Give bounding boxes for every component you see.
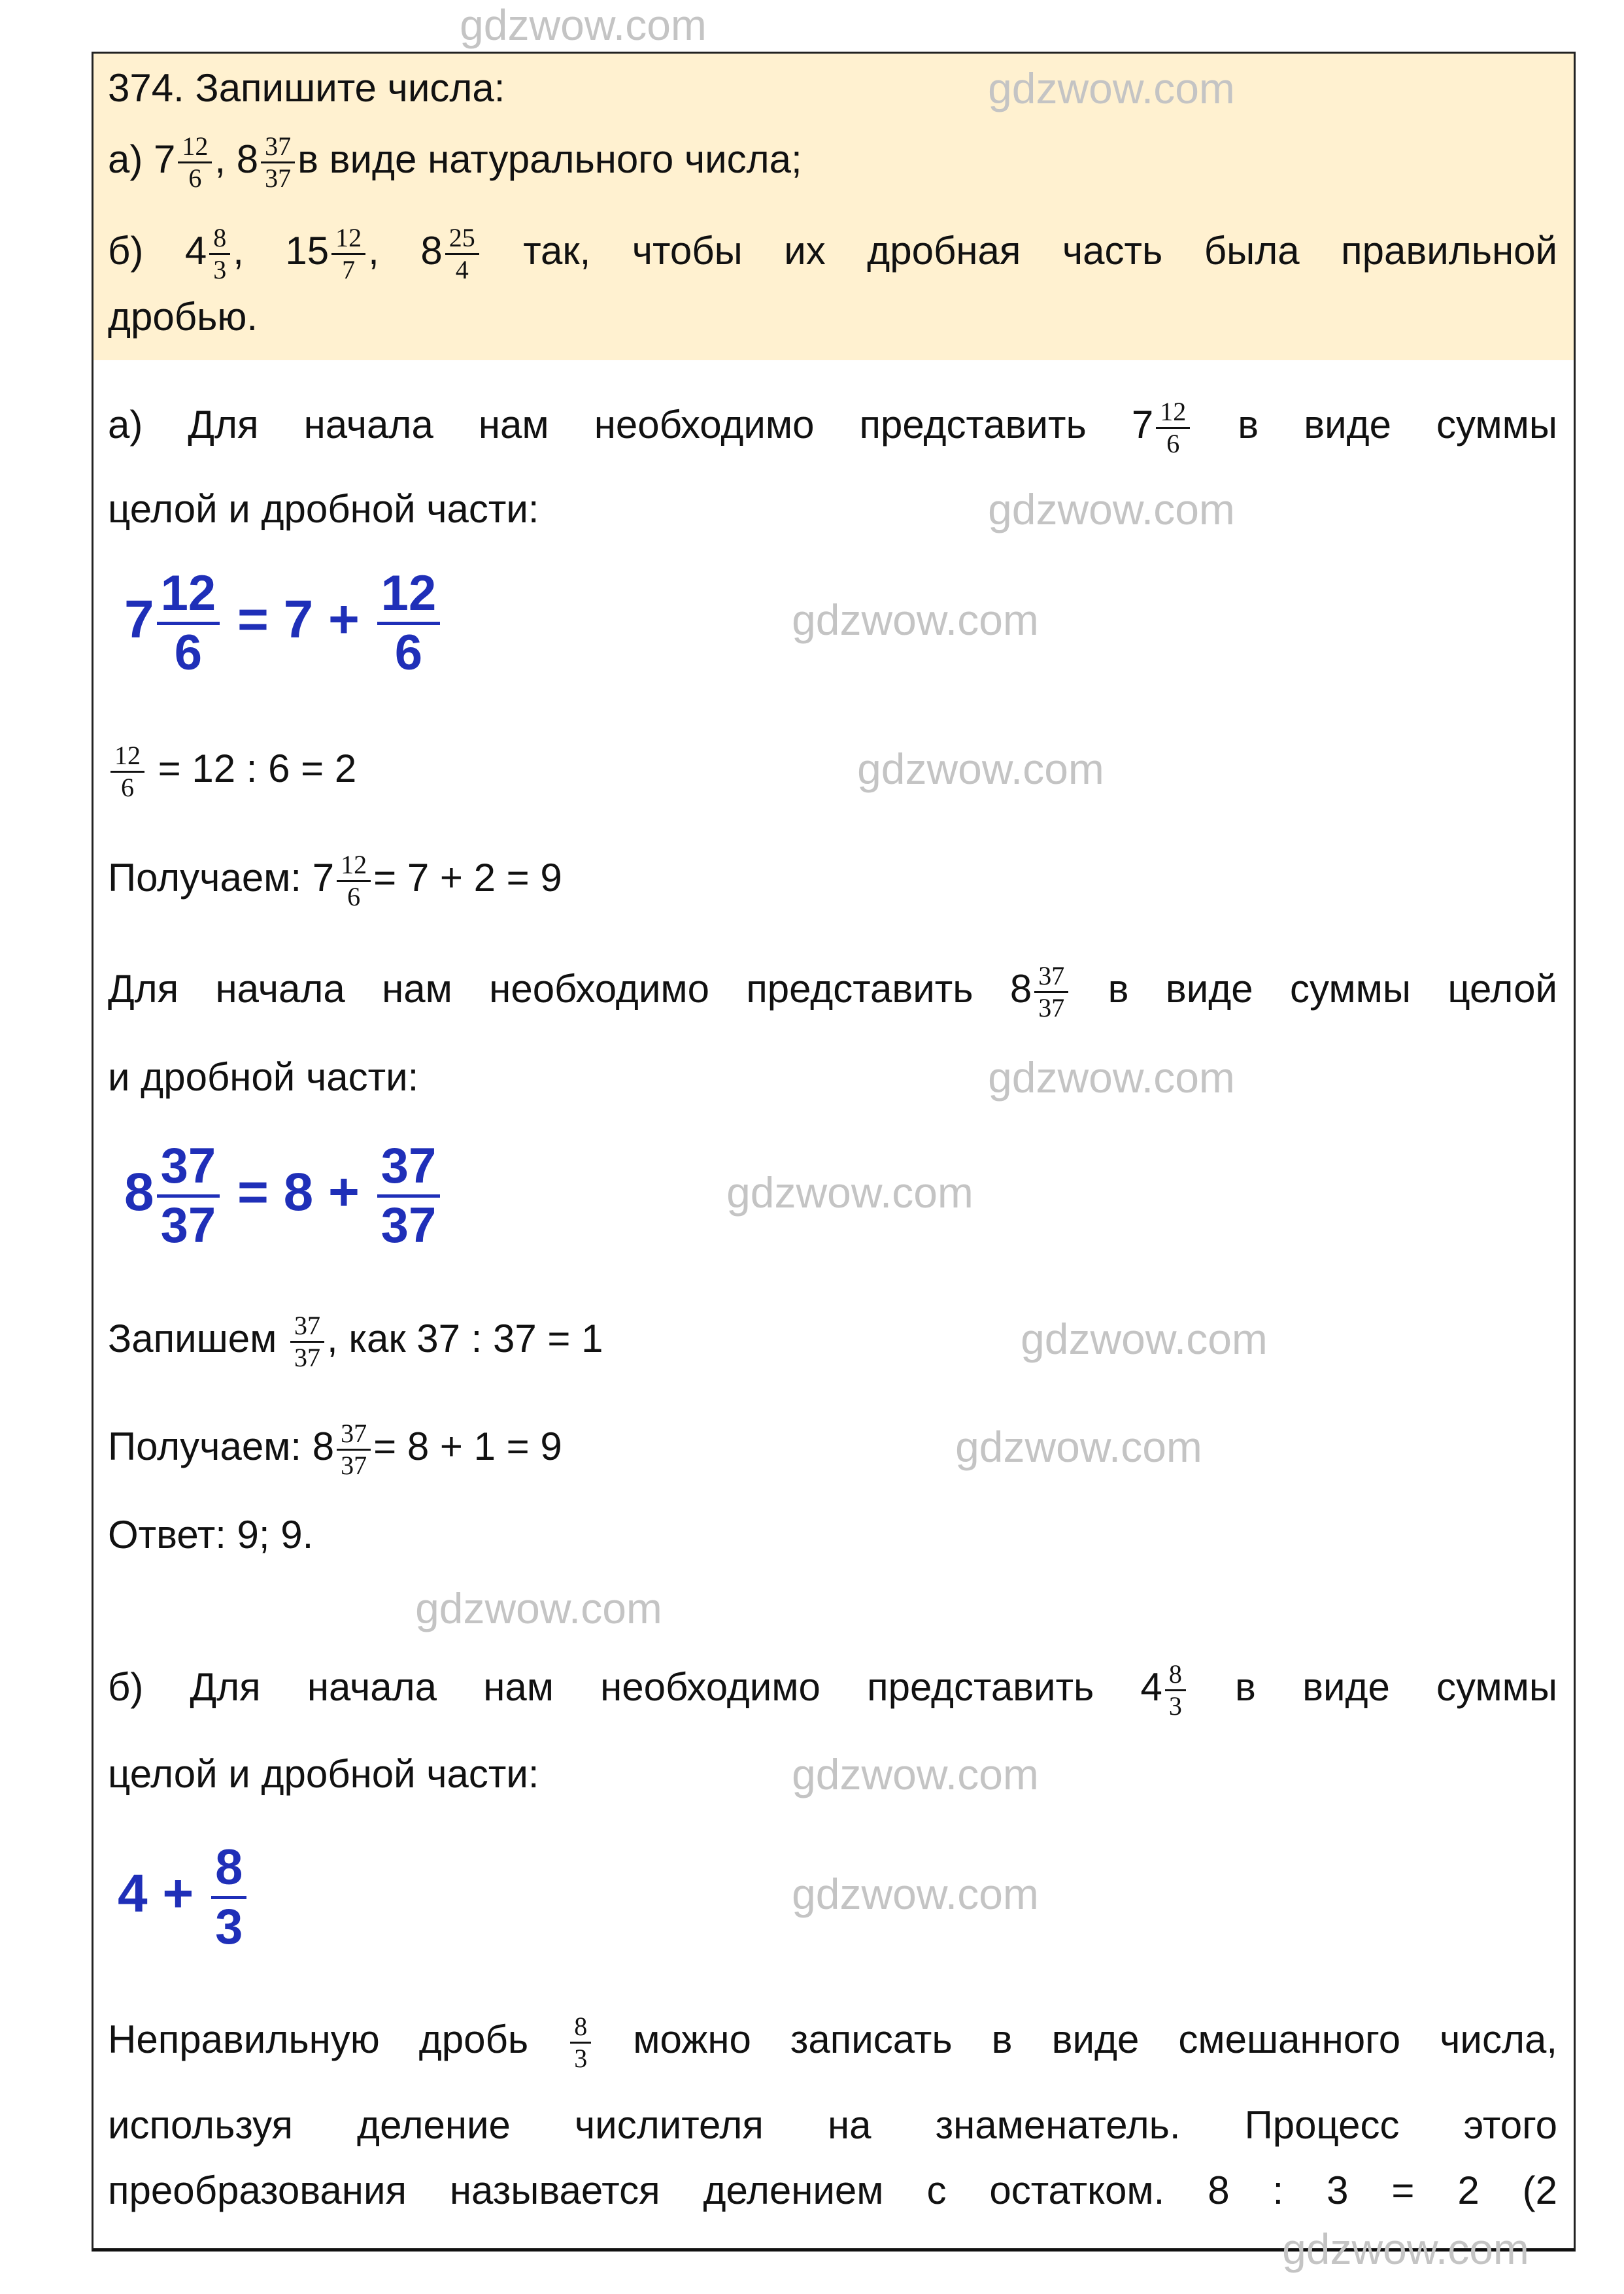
formula-image: 8 $\frac{37}{37}$ = 8 + $\frac{37}{37}$ xyxy=(124,1134,1574,1251)
denominator: 6 xyxy=(1166,428,1180,458)
denominator: 3 xyxy=(1168,1691,1182,1721)
formula-image: 4 + $\frac{8}{3}$ xyxy=(118,1835,1567,1953)
fraction xyxy=(377,565,441,681)
denominator: 6 xyxy=(174,624,203,681)
solution-line: Получаем: 8 $\frac{37}{37}$ = 8 + 1 = 9 xyxy=(108,1418,562,1480)
numerator: 37 xyxy=(1034,961,1068,993)
numerator: 8 xyxy=(211,1840,246,1899)
fraction xyxy=(211,1840,246,1955)
fraction xyxy=(570,2012,591,2074)
fraction xyxy=(1034,961,1068,1023)
solution-line: а) Для начала нам необходимо представить 7 $\frac{12}{6}$ в виде суммы xyxy=(108,396,1557,458)
numerator: 12 xyxy=(377,565,441,625)
fraction xyxy=(178,131,212,194)
denominator: 6 xyxy=(394,624,423,681)
watermark: gdzwow.com xyxy=(1282,2225,1529,2273)
watermark: gdzwow.com xyxy=(988,64,1235,112)
fraction xyxy=(157,1138,220,1254)
denominator: 37 xyxy=(381,1197,437,1253)
formula-image: 7 $\frac{12}{6}$ = 7 + $\frac{12}{6}$ xyxy=(124,561,1574,679)
denominator: 6 xyxy=(347,881,361,911)
fraction xyxy=(445,223,479,285)
denominator: 37 xyxy=(265,163,292,193)
task-part-b-cont: дробью. xyxy=(108,295,258,339)
watermark: gdzwow.com xyxy=(988,1053,1235,1102)
watermark: gdzwow.com xyxy=(857,745,1104,793)
fraction xyxy=(290,1311,324,1373)
watermark: gdzwow.com xyxy=(792,596,1039,644)
task-title: 374. Запишите числа: xyxy=(108,66,505,110)
numerator: 12 xyxy=(157,565,220,625)
solution-line: Для начала нам необходимо представить 8 $\frac{37}{37}$ в виде суммы целой xyxy=(108,960,1558,1022)
task-part-b: б) 4 $\frac{8}{3}$ , 15 $\frac{12}{7}$ , 8 $\frac{25}{4}$ так, чтобы их дробная часть была правильной xyxy=(108,222,1557,284)
fraction xyxy=(337,1419,371,1481)
solution-line: Получаем: 7 $\frac{12}{6}$ = 7 + 2 = 9 xyxy=(108,849,562,911)
numerator: 8 xyxy=(1165,1659,1186,1691)
numerator: 37 xyxy=(261,131,295,163)
fraction xyxy=(331,223,365,285)
solution-line: б) Для начала нам необходимо представить 4 $\frac{8}{3}$ в виде суммы xyxy=(108,1659,1558,1721)
denominator: 6 xyxy=(188,163,202,193)
fraction xyxy=(337,850,371,912)
watermark: gdzwow.com xyxy=(792,1870,1039,1918)
watermark: gdzwow.com xyxy=(460,1,707,49)
watermark: gdzwow.com xyxy=(726,1168,973,1217)
numerator: 37 xyxy=(337,1419,371,1451)
denominator: 3 xyxy=(574,2043,588,2073)
solution-line: Запишем $\frac{37}{37}$ , как 37 : 37 = 1 xyxy=(108,1310,603,1372)
denominator: 37 xyxy=(160,1197,216,1253)
solution-line: преобразования называется делением с остатком. 8 : 3 = 2 (2 xyxy=(108,2168,1557,2212)
numerator: 12 xyxy=(337,850,371,882)
solution-line: $\frac{12}{6}$ = 12 : 6 = 2 xyxy=(108,736,1557,801)
numerator: 37 xyxy=(157,1138,220,1198)
solution-line: используя деление числителя на знаменатель. Процесс этого xyxy=(108,2103,1557,2147)
watermark: gdzwow.com xyxy=(988,485,1235,533)
task-part-a: а) 7 $\frac{12}{6}$ , 8 $\frac{37}{37}$ в виде натурального числа; xyxy=(108,131,802,193)
numerator: 12 xyxy=(178,131,212,163)
solution-line: и дробной части: xyxy=(108,1055,419,1099)
denominator: 37 xyxy=(1038,992,1065,1022)
fraction xyxy=(1156,397,1190,459)
fraction xyxy=(261,131,295,194)
numerator: 37 xyxy=(377,1138,441,1198)
denominator: 37 xyxy=(341,1450,367,1480)
numerator: 8 xyxy=(209,223,230,255)
numerator: 8 xyxy=(570,2012,591,2044)
watermark: gdzwow.com xyxy=(955,1423,1202,1471)
solution-line: Неправильную дробь $\frac{8}{3}$ можно записать в виде смешанного числа, xyxy=(108,2011,1557,2073)
denominator: 3 xyxy=(213,254,227,284)
answer-line: Ответ: 9; 9. xyxy=(108,1513,314,1557)
fraction xyxy=(209,223,230,285)
numerator: 25 xyxy=(445,223,479,255)
denominator: 37 xyxy=(294,1342,321,1372)
numerator: 12 xyxy=(331,223,365,255)
fraction xyxy=(377,1138,441,1254)
watermark: gdzwow.com xyxy=(415,1584,662,1632)
fraction xyxy=(1165,1659,1186,1721)
watermark: gdzwow.com xyxy=(792,1750,1039,1798)
fraction xyxy=(110,741,144,803)
solution-line: целой и дробной части: xyxy=(108,487,539,531)
denominator: 3 xyxy=(215,1898,243,1955)
denominator: 4 xyxy=(455,254,469,284)
denominator: 7 xyxy=(342,254,356,284)
numerator: 37 xyxy=(290,1311,324,1343)
solution-line: целой и дробной части: xyxy=(108,1752,539,1796)
numerator: 12 xyxy=(1156,397,1190,429)
fraction xyxy=(157,565,220,681)
denominator: 6 xyxy=(121,772,134,802)
numerator: 12 xyxy=(110,741,144,773)
watermark: gdzwow.com xyxy=(1021,1315,1268,1363)
